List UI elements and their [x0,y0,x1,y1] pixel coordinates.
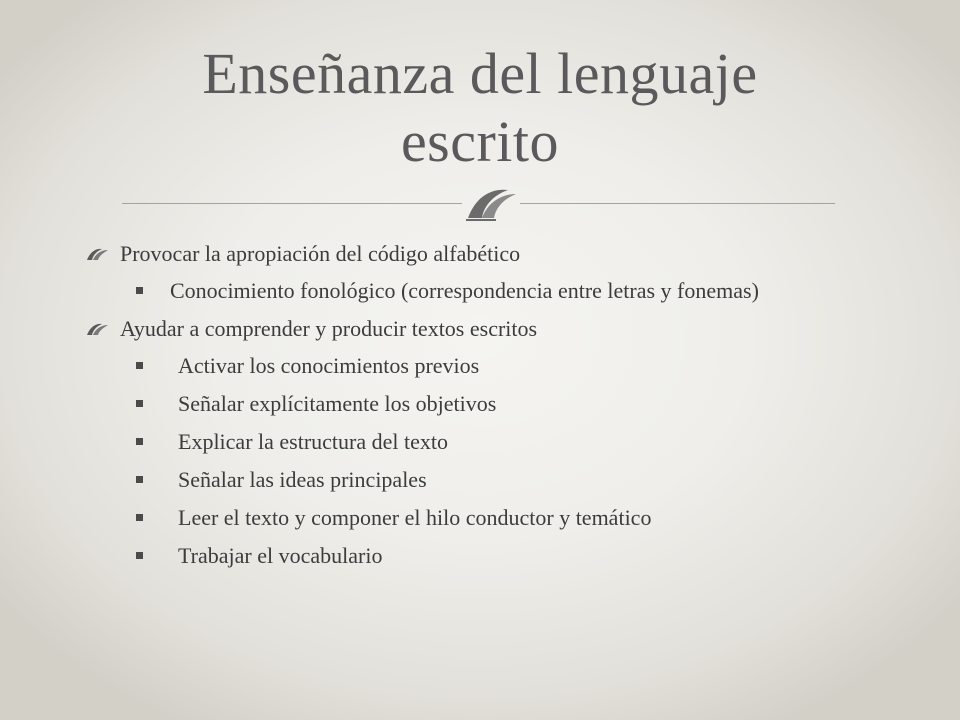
sub-bullet-item [86,277,906,304]
sub-bullet-text: Explicar la estructura del texto [178,429,448,454]
sub-bullet-item [86,428,906,455]
square-bullet-icon [136,514,143,521]
sub-bullet-text: Señalar las ideas principales [178,467,427,492]
sub-bullet-item [86,504,906,531]
square-bullet-icon [136,362,143,369]
title-divider-right [520,203,835,204]
slide-title [60,40,900,176]
bullet-item [86,240,906,267]
sub-bullet-text: Señalar explícitamente los objetivos [178,391,497,416]
sub-bullet-text: Conocimiento fonológico (correspondencia entre letras y fonemas) [170,278,759,303]
sub-bullet-item [86,466,906,493]
sub-bullet-item [86,390,906,417]
sub-bullet-item [86,352,906,379]
title-divider-left [122,203,462,204]
square-bullet-icon [136,287,143,294]
double-sweep-bullet-icon [86,247,110,261]
square-bullet-icon [136,552,143,559]
square-bullet-icon [136,476,143,483]
bullet-text: Ayudar a comprender y producir textos escritos [120,316,538,341]
slide-title-line-1: Enseñanza del lenguaje [202,41,758,106]
sub-bullet-text: Activar los conocimientos previos [178,353,480,378]
sub-bullet-text: Trabajar el vocabulario [178,543,383,568]
sub-bullet-item [86,542,906,569]
bullet-item [86,315,906,342]
square-bullet-icon [136,400,143,407]
double-sweep-ornament-icon [462,184,520,224]
square-bullet-icon [136,438,143,445]
slide-body [86,240,906,580]
sub-bullet-text: Leer el texto y componer el hilo conductor y temático [178,505,652,530]
bullet-text: Provocar la apropiación del código alfabético [120,241,521,266]
double-sweep-bullet-icon [86,322,110,336]
slide-title-line-2: escrito [400,109,560,174]
